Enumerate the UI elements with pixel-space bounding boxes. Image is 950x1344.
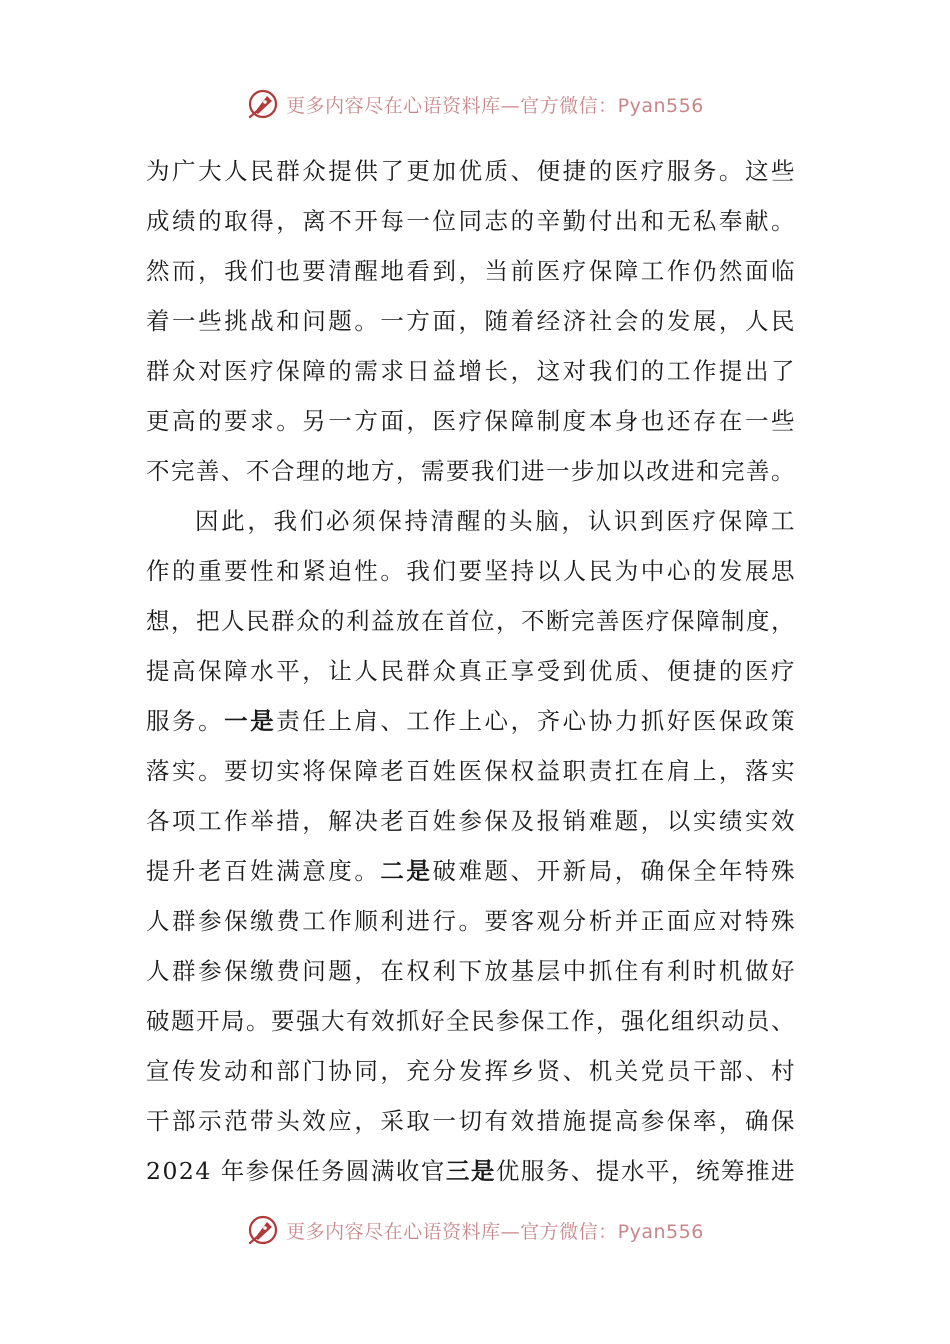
header-watermark-text: 更多内容尽在心语资料库—官方微信：Pyan556 xyxy=(286,94,704,117)
text-line: 干部示范带头效应，采取一切有效措施提高参保率，确保 xyxy=(146,1107,796,1135)
text-line: 提升老百姓满意度。二是破难题、开新局，确保全年特殊 xyxy=(146,857,797,885)
point-marker: 三是 xyxy=(445,1157,496,1185)
text-line: 各项工作举措，解决老百姓参保及报销难题，以实绩实效 xyxy=(146,807,796,835)
wechat-id: Pyan556 xyxy=(617,94,704,117)
pen-nib-logo-icon xyxy=(246,1213,280,1247)
text-line: 成绩的取得，离不开每一位同志的辛勤付出和无私奉献。 xyxy=(146,207,796,235)
point-marker: 一是 xyxy=(224,707,277,735)
text-line: 想，把人民群众的利益放在首位，不断完善医疗保障制度， xyxy=(146,607,796,635)
text-line: 落实。要切实将保障老百姓医保权益职责扛在肩上，落实 xyxy=(146,757,796,785)
text-line: 着一些挑战和问题。一方面，随着经济社会的发展，人民 xyxy=(146,307,796,335)
document-body xyxy=(146,146,796,1196)
footer-watermark-text: 更多内容尽在心语资料库—官方微信：Pyan556 xyxy=(286,1220,704,1243)
text-line: 人群参保缴费工作顺利进行。要客观分析并正面应对特殊 xyxy=(146,907,796,935)
text-line: 然而，我们也要清醒地看到，当前医疗保障工作仍然面临 xyxy=(146,257,796,285)
text-line: 不完善、不合理的地方，需要我们进一步加以改进和完善。 xyxy=(146,457,796,485)
text-line: 更高的要求。另一方面，医疗保障制度本身也还存在一些 xyxy=(146,407,796,435)
header-watermark xyxy=(0,84,950,124)
text-line: 人群参保缴费问题，在权利下放基层中抓住有利时机做好 xyxy=(146,957,796,985)
point-marker: 二是 xyxy=(380,857,433,885)
text-line: 提高保障水平，让人民群众真正享受到优质、便捷的医疗 xyxy=(146,657,796,685)
text-line: 宣传发动和部门协同，充分发挥乡贤、机关党员干部、村 xyxy=(146,1057,796,1085)
text-line: 作的重要性和紧迫性。我们要坚持以人民为中心的发展思 xyxy=(146,557,796,585)
text-line: 群众对医疗保障的需求日益增长，这对我们的工作提出了 xyxy=(146,357,796,385)
text-line: 为广大人民群众提供了更加优质、便捷的医疗服务。这些 xyxy=(146,157,796,185)
pen-nib-logo-icon xyxy=(246,87,280,121)
paragraph-first-line: 因此，我们必须保持清醒的头脑，认识到医疗保障工 xyxy=(195,507,796,535)
footer-watermark xyxy=(0,1210,950,1250)
text-line: 服务。一是责任上肩、工作上心，齐心协力抓好医保政策 xyxy=(146,707,797,735)
text-line: 破题开局。要强大有效抓好全民参保工作，强化组织动员、 xyxy=(146,1007,796,1035)
wechat-id: Pyan556 xyxy=(617,1220,704,1243)
text-line: 2024 年参保任务圆满收官三是优服务、提水平，统筹推进 xyxy=(146,1157,797,1185)
